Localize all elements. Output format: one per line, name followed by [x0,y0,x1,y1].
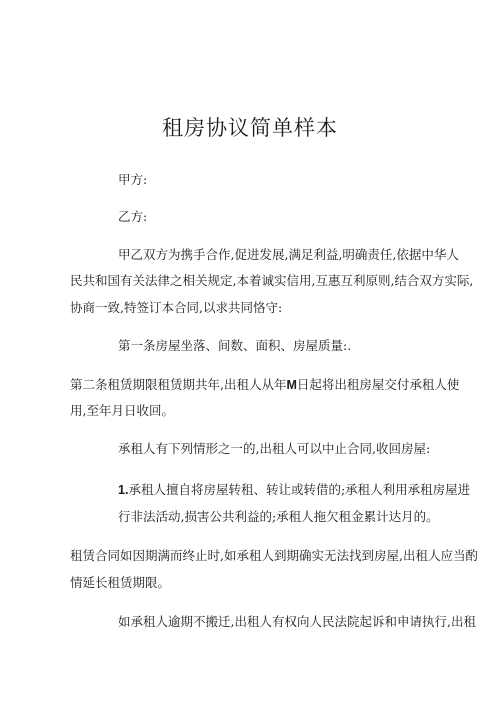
article-2-text: 日起将出租房屋交付承租人使 [296,377,460,392]
intro-line: 民共和国有关法律之相关规定,本着诚实信用,互惠互利原则,结合双方实际, [70,273,474,288]
article-2-line: 用,至年月日收回。 [70,403,174,418]
item-1-line [118,482,470,498]
item-text: 承租人擅自将房屋转租、转让或转借的;承租人利用承租房屋进 [128,482,471,497]
intro-line: 甲乙双方为携手合作,促进发展,满足利益,明确责任,依据中华人 [118,247,459,262]
article-2-text: 第二条租赁期限租赁期共年,出租人从年 [70,377,287,392]
item-number: 1. [118,483,129,497]
party-b-label: 乙方: [118,209,148,224]
renewal-line: 租赁合同如因期满而终止时,如承租人到期确实无法找到房屋,出租人应当酌 [70,548,478,563]
termination-intro: 承租人有下列情形之一的,出租人可以中止合同,收回房屋: [118,441,431,456]
party-a-label: 甲方: [118,172,148,187]
article-2-line [70,377,459,393]
document-title: 租房协议简单样本 [162,116,338,140]
intro-line: 协商一致,特签订本合同,以求共同恪守: [70,300,283,315]
item-1-line: 行非法活动,损害公共利益的;承租人拖欠租金累计达月的。 [118,509,439,524]
article-2-month-mark: M [286,378,297,392]
article-1: 第一条房屋坐落、间数、面积、房屋质量:. [118,338,352,353]
overdue-line: 如承租人逾期不搬迁,出租人有权向人民法院起诉和申请执行,出租 [118,614,476,629]
renewal-line: 情延长租赁期限。 [70,575,171,590]
